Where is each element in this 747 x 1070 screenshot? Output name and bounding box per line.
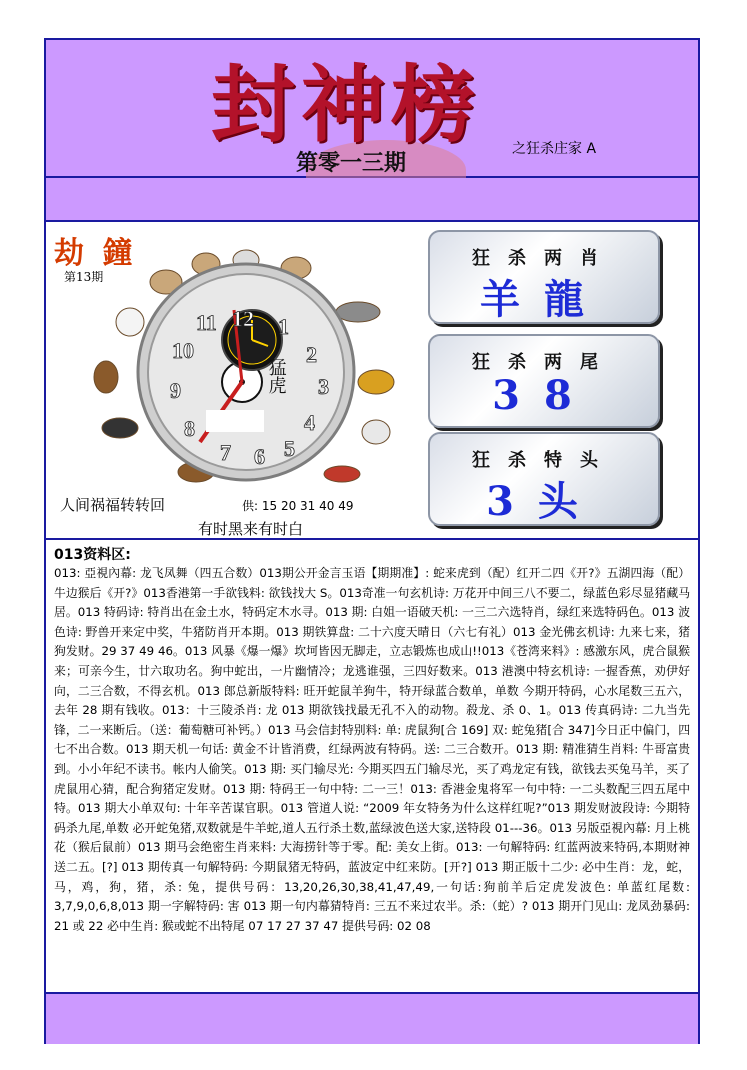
issue-number: 第零一三期 — [296, 150, 407, 176]
prediction-label: 狂杀两尾 — [472, 352, 616, 373]
prediction-box-head — [428, 432, 660, 526]
prediction-label: 狂杀两肖 — [472, 248, 616, 269]
clock-number: 6 — [254, 444, 265, 469]
clock-number: 11 — [196, 310, 217, 335]
purple-band — [46, 178, 698, 222]
clock-slogan-2: 有时黑来有时白 — [198, 520, 304, 538]
poster-subtitle: 之狂杀庄家 A — [512, 141, 597, 157]
clock-number: 9 — [170, 378, 181, 403]
prediction-panel — [418, 222, 698, 538]
clock-number: 12 — [232, 306, 254, 331]
clock-kicker: 劫 鐘 — [54, 236, 137, 271]
clock-number: 2 — [306, 342, 317, 367]
prediction-label: 狂杀特头 — [472, 450, 616, 471]
footer-band — [46, 992, 698, 1044]
info-section-text: 013: 亞視內幕: 龙飞凤舞（四五合数）013期公开金言玉语【期期准】: 蛇来虎到（配）红开二四《开?》五湖四海（配）牛边猴后《开?》013香港第一手欲钱料: 欲钱找大 S。013奇准一句玄机诗: 万花开中间三八不要二，绿蓝色彩尽显猪藏马居。013 特码诗: 特肖出在金土水，特码定木水寻。013 期: 白姐一语破天机: 一三二六选特肖，绿红来选特码色。013 波色诗: 野兽开来定中奖，牛猪防肖开本期。013 期铁算盘: 二十六度天晴日（六七有礼）013 金光佛玄机诗: 九来七来，猪狗发财。29 37 49 46。013 风暴《爆一爆》坎坷皆因无脚走，立志锻炼也成山!!013《苍湾来料》: 感激东风，虎合鼠猴来；可亲今生，廿六取功名。狗中蛇出，一片幽情冷；龙逃谁强，三四好数来。013 港澳中特玄机诗: 一握香蕉，劝伊好向，二三合数，不得玄机。013 郎总新版特料: 旺开蛇鼠羊狗牛，特开绿蓝合数单，单数 今期开特码，心水尾数三五六，去年 28 期有钱收。013：十三陵杀肖: 龙 013 期欲钱找最无孔不入的动物。殺龙、杀 0、1。013 传真码诗: 二九当先锋，二一来断后。（送：葡萄糖可补钙。）013 马会信封特别料: 单: 虎鼠狗[合 169] 双: 蛇兔猪[合 347]今日正中偏门，四七不出合数。013 期天机一句话: 黄金不计皆消费，红绿两波有特码。送: 二三合数开。013 期: 精准猜生肖料: 牛哥富贵到。小小年纪不读书。帐内人偷笑。013 期: 买门输尽光: 今期买四五门输尽光，买了鸡龙定有钱，欲钱去买兔马羊，买了虎鼠用心猜，配合狗猪定发财。013 期: 特码王一句中特: 二一三！013: 香港金鬼将军一句中特: 一二头数配三四五尾中特。013 期大小单双句: 十年辛苦谋官职。013 管道人说: “2009 年女特务为什么这样红呢?”013 期发财波段诗: 今期特码杀九尾,单数 必开蛇兔猪,双数就是牛羊蛇,道人五行杀土数,蓝绿波色送大家,送特段 01---36。013 另版亞視內幕: 月上桃花（猴后鼠前）013 期马会绝密生肖来料: 大海捞针等于零。配: 美女上街。013: 一句解特码: 红蓝两波来特码,本期财神送二五。[?] 013 期传真一句解特码: 今期鼠猪无特码，蓝波定中红来防。[开?] 013 期正版十二少: 必中生肖：龙，蛇，马，鸡，狗，猪，杀: 兔，提供号码：13,20,26,30,38,41,47,49,一句话:狗前羊后定虎发波色: 单蓝红尾数: 3,7,9,0,6,8,013 期一字解特码: 害 013 期一句内幕猜特肖: 三五不来过农半。杀:（蛇）? 013 期开门见山: 龙凤劲暴码: 21 或 22 必中生肖: 猴或蛇不出特尾 07 17 27 37 47 提供号码: 02 08 — [54, 566, 690, 933]
clock-number: 10 — [172, 338, 194, 363]
prediction-box-zodiac — [428, 230, 660, 324]
clock-number: 3 — [318, 374, 329, 399]
clock-number: 8 — [184, 416, 195, 441]
poster-title: 封神榜 — [211, 55, 482, 154]
header-banner — [46, 40, 698, 178]
zodiac-clock — [46, 222, 418, 492]
prediction-box-tail — [428, 334, 660, 428]
clock-number: 7 — [220, 440, 231, 465]
info-section — [46, 538, 698, 992]
prediction-value: 羊龍 — [480, 276, 608, 323]
clock-number: 5 — [284, 436, 295, 461]
prediction-value: 38 — [492, 372, 596, 419]
info-section-title: 013资料区: — [54, 547, 131, 563]
clock-slogan-1: 人间祸福转转回 — [60, 496, 166, 514]
clock-number: 4 — [304, 410, 315, 435]
clock-number: 1 — [278, 314, 289, 339]
clock-tiger-text: 猛虎 — [265, 358, 287, 394]
poster-frame — [44, 38, 700, 1044]
clock-illustration — [46, 222, 418, 538]
clock-supply-numbers: 供: 15 20 31 40 49 — [242, 499, 354, 513]
prediction-value: 3头 — [486, 478, 602, 525]
clock-period: 第13期 — [64, 270, 104, 284]
